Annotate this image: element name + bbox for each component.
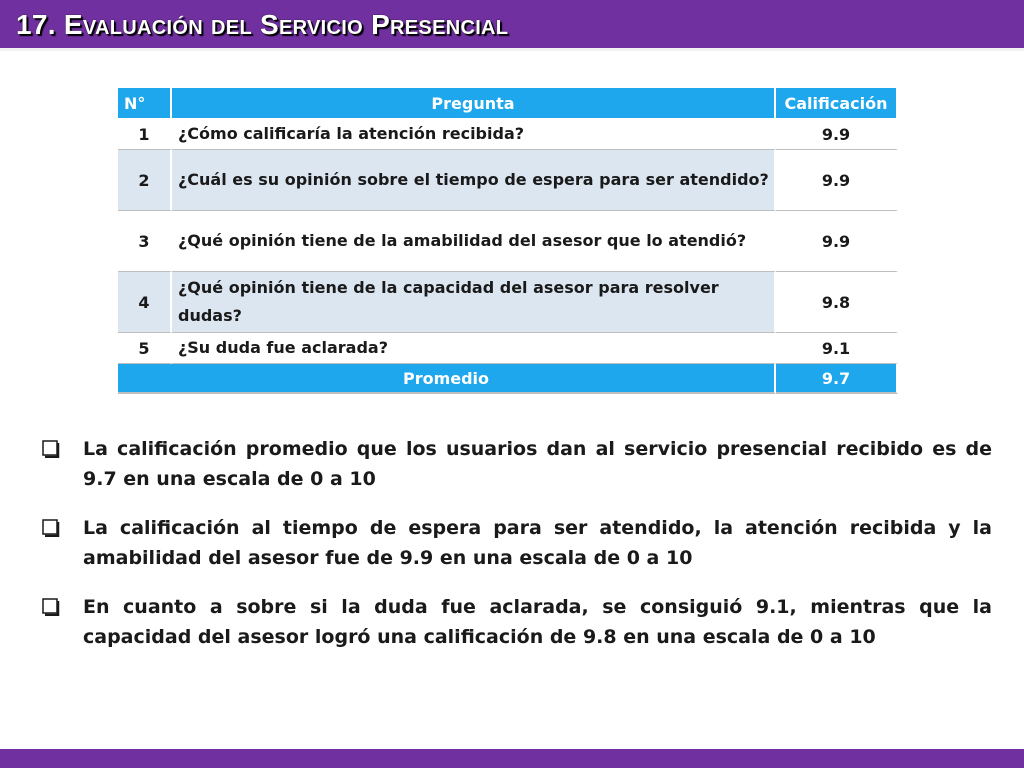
row-score: 9.9 [776,119,898,150]
list-item [42,513,992,573]
row-score: 9.8 [776,272,898,333]
column-header-number: N° [118,88,172,119]
row-number: 4 [118,272,172,333]
average-row [118,364,898,394]
findings-list [42,434,992,671]
table-row [118,272,898,333]
column-header-score: Calificación [776,88,898,119]
finding-text: La calificación promedio que los usuarios dan al servicio presencial recibido es de 9.7 en una escala de 0 a 10 [83,438,992,490]
list-item [42,434,992,494]
table-row [118,150,898,211]
row-question: ¿Su duda fue aclarada? [172,333,776,364]
checkbox-square-icon [42,519,60,537]
finding-text: La calificación al tiempo de espera para ser atendido, la atención recibida y la amabilidad del asesor fue de 9.9 en una escala de 0 a 10 [83,517,992,569]
row-score: 9.9 [776,211,898,272]
row-question: ¿Cuál es su opinión sobre el tiempo de espera para ser atendido? [172,150,776,211]
table-row [118,211,898,272]
checkbox-square-icon [42,440,60,458]
row-number: 5 [118,333,172,364]
row-question: ¿Qué opinión tiene de la amabilidad del asesor que lo atendió? [172,211,776,272]
table-row [118,333,898,364]
row-score: 9.9 [776,150,898,211]
title-bar [0,0,1024,51]
checkbox-square-icon [42,598,60,616]
row-number: 1 [118,119,172,150]
row-number: 2 [118,150,172,211]
list-item [42,592,992,652]
finding-text: En cuanto a sobre si la duda fue aclarada, se consiguió 9.1, mientras que la capacidad del asesor logró una calificación de 9.8 en una escala de 0 a 10 [83,596,992,648]
average-label: Promedio [118,364,776,394]
table-row [118,119,898,150]
row-question: ¿Qué opinión tiene de la capacidad del asesor para resolver dudas? [172,272,776,333]
evaluation-table [118,88,898,394]
row-score: 9.1 [776,333,898,364]
table-header-row [118,88,898,119]
row-number: 3 [118,211,172,272]
footer-bar [0,749,1024,768]
column-header-question: Pregunta [172,88,776,119]
page-title: 17. Evaluación del Servicio Presencial [16,9,509,40]
average-score: 9.7 [776,364,898,394]
row-question: ¿Cómo calificaría la atención recibida? [172,119,776,150]
